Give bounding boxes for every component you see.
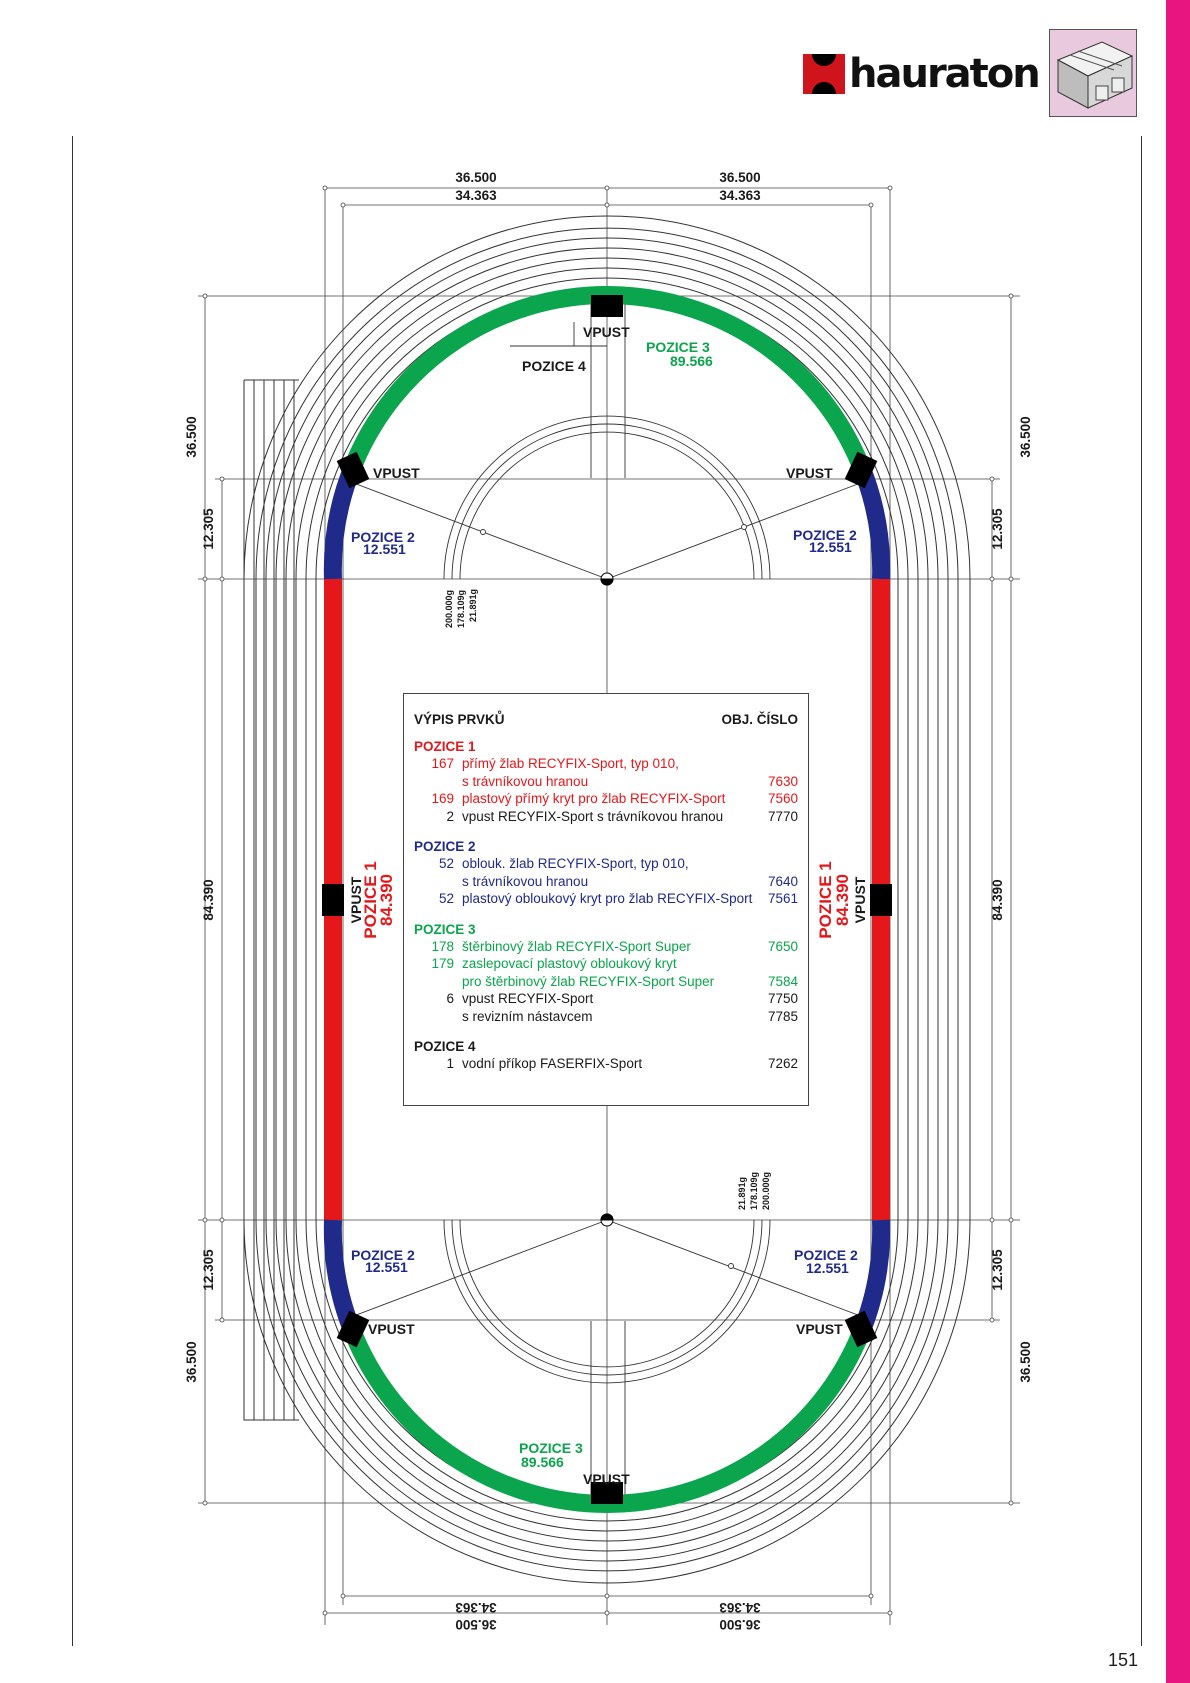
angle-label: 21.891g: [737, 1176, 747, 1210]
parts-row: [414, 1055, 798, 1073]
dim-left-bot-12: 12.305: [201, 1249, 216, 1291]
parts-qty: 2: [446, 808, 454, 824]
vpust-label: VPUST: [786, 465, 833, 481]
parts-code: 7560: [767, 791, 798, 806]
parts-list-groups: [414, 739, 798, 1073]
parts-desc: štěrbinový žlab RECYFIX-Sport Super: [462, 938, 691, 954]
accent-side-bar: [1166, 0, 1190, 1683]
vpust-label: VPUST: [852, 876, 868, 924]
parts-list-table: [403, 693, 809, 1106]
parts-code: 7561: [767, 891, 798, 906]
pozice2-label: POZICE 2: [351, 529, 415, 545]
pozice2-length: 12.551: [809, 539, 852, 555]
parts-desc: s trávníkovou hranou: [462, 773, 589, 789]
pozice1-length: 84.390: [833, 874, 852, 926]
parts-code: 7630: [767, 773, 798, 789]
parts-desc: oblouk. žlab RECYFIX-Sport, typ 010,: [462, 856, 689, 871]
vpust-drain: [322, 884, 344, 916]
parts-row: [414, 755, 798, 773]
parts-qty: 169: [431, 791, 454, 806]
dim-top-inner-right: 34.363: [719, 188, 761, 203]
pozice2-label: POZICE 2: [351, 1247, 415, 1263]
parts-desc: pro štěrbinový žlab RECYFIX-Sport Super: [462, 973, 715, 989]
vpust-label: VPUST: [583, 1471, 630, 1487]
pozice1-length: 84.390: [377, 874, 396, 926]
pozice3-length: 89.566: [670, 353, 713, 369]
vpust-drain: [591, 295, 623, 317]
dim-bottom-inner-left: 34.363: [455, 1600, 497, 1615]
vpust-label: VPUST: [796, 1321, 843, 1337]
parts-row: [414, 890, 798, 908]
parts-qty: [414, 973, 462, 991]
parts-desc: zaslepovací plastový obloukový kryt: [462, 956, 677, 971]
parts-group: [414, 839, 798, 908]
angle-label: 178.109g: [749, 1171, 759, 1210]
pozice2-label: POZICE 2: [794, 1247, 858, 1263]
dim-right-top-12: 12.305: [990, 508, 1005, 550]
pozice3-label: POZICE 3: [646, 339, 710, 355]
parts-code: 7262: [767, 1056, 798, 1071]
parts-row: [414, 873, 798, 891]
parts-code: 7750: [767, 991, 798, 1006]
dim-right-bot-12: 12.305: [990, 1249, 1005, 1291]
dim-right-mid: 84.390: [990, 879, 1005, 921]
parts-group: [414, 1039, 798, 1073]
parts-group-title: POZICE 2: [414, 839, 476, 854]
parts-code: 7650: [767, 938, 798, 954]
vpust-drain: [870, 884, 892, 916]
parts-qty: 52: [438, 856, 454, 871]
vpust-label: VPUST: [373, 465, 420, 481]
parts-row: [414, 938, 798, 956]
parts-desc: vpust RECYFIX-Sport s trávníkovou hranou: [462, 808, 724, 824]
parts-group-title: POZICE 4: [414, 1039, 476, 1054]
dim-left-top-36: 36.500: [184, 416, 199, 458]
pozice2-length: 12.551: [363, 541, 406, 557]
order-number-header: OBJ. ČÍSLO: [721, 712, 798, 727]
angle-label: 21.891g: [468, 588, 478, 622]
angle-label: 200.000g: [761, 1171, 771, 1210]
parts-code: [758, 855, 798, 873]
parts-desc: s revizním nástavcem: [462, 1008, 593, 1024]
dim-left-mid: 84.390: [201, 879, 216, 921]
dim-bottom-outer-left: 36.500: [455, 1617, 497, 1632]
parts-group: [414, 922, 798, 1026]
dim-top-outer-left: 36.500: [455, 170, 497, 185]
parts-qty: 1: [446, 1056, 454, 1071]
vpust-label: VPUST: [368, 1321, 415, 1337]
parts-qty: [414, 873, 462, 891]
parts-desc: plastový přímý kryt pro žlab RECYFIX-Sport: [462, 791, 726, 806]
angle-label: 178.109g: [456, 589, 466, 628]
parts-desc: plastový obloukový kryt pro žlab RECYFIX-Sport: [462, 891, 753, 906]
parts-row: [414, 773, 798, 791]
angle-label: 200.000g: [444, 589, 454, 628]
parts-group-title: POZICE 1: [414, 739, 476, 754]
pozice2-length: 12.551: [365, 1259, 408, 1275]
pozice1-label: POZICE 1: [361, 861, 380, 939]
pozice3-length: 89.566: [521, 1454, 564, 1470]
pozice2-length: 12.551: [806, 1260, 849, 1276]
parts-qty: 6: [446, 991, 454, 1006]
parts-qty: 179: [431, 956, 454, 971]
parts-qty: 178: [431, 938, 454, 954]
parts-group: [414, 739, 798, 825]
dim-bottom-inner-right: 34.363: [719, 1600, 761, 1615]
dim-left-top-12: 12.305: [201, 508, 216, 550]
parts-code: 7640: [767, 873, 798, 889]
vpust-label: VPUST: [348, 876, 364, 924]
parts-list-header: [414, 712, 798, 727]
pozice3-label: POZICE 3: [519, 1440, 583, 1456]
dim-right-top-36: 36.500: [1018, 416, 1033, 458]
parts-row: [414, 955, 798, 973]
parts-row: [414, 973, 798, 991]
parts-desc: vpust RECYFIX-Sport: [462, 991, 594, 1006]
dim-top-outer-right: 36.500: [719, 170, 761, 185]
pozice2-label: POZICE 2: [793, 527, 857, 543]
parts-qty: 52: [438, 891, 454, 906]
parts-row: [414, 1008, 798, 1026]
parts-row: [414, 790, 798, 808]
parts-code: 7770: [767, 808, 798, 824]
dim-bottom-outer-right: 36.500: [719, 1617, 761, 1632]
parts-row: [414, 808, 798, 826]
brand-name: hauraton: [849, 51, 1039, 97]
parts-desc: přímý žlab RECYFIX-Sport, typ 010,: [462, 756, 679, 771]
parts-qty: [414, 1008, 462, 1026]
parts-code: [758, 755, 798, 773]
parts-qty: 167: [431, 756, 454, 771]
pozice4-label: POZICE 4: [522, 358, 586, 374]
parts-desc: vodní příkop FASERFIX-Sport: [462, 1056, 643, 1071]
parts-row: [414, 855, 798, 873]
pozice1-label: POZICE 1: [816, 861, 835, 939]
parts-desc: s trávníkovou hranou: [462, 873, 589, 889]
parts-list-title: VÝPIS PRVKŮ: [414, 712, 505, 727]
parts-group-title: POZICE 3: [414, 921, 476, 937]
parts-code: [758, 955, 798, 973]
vpust-label: VPUST: [583, 324, 630, 340]
parts-code: 7584: [767, 973, 798, 989]
parts-qty: [414, 773, 462, 791]
dim-left-bot-36: 36.500: [184, 1341, 199, 1383]
parts-code: 7785: [767, 1008, 798, 1024]
parts-row: [414, 990, 798, 1008]
page-number: 151: [1108, 1650, 1139, 1670]
dim-top-inner-left: 34.363: [455, 188, 497, 203]
dim-right-bot-36: 36.500: [1018, 1341, 1033, 1383]
